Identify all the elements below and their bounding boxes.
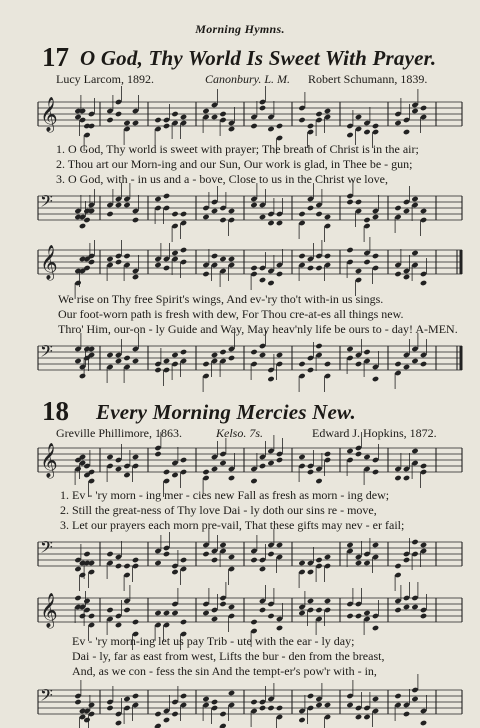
- music-staff: [38, 240, 462, 290]
- bass-clef-icon: 𝄢: [40, 537, 53, 561]
- bass-clef-icon: 𝄢: [40, 685, 53, 709]
- hymn-title: O God, Thy World Is Sweet With Prayer.: [80, 46, 437, 70]
- music-staff: [38, 680, 462, 724]
- treble-clef-icon: 𝄞: [40, 593, 58, 628]
- hymn-composer: Robert Schumann, 1839.: [308, 72, 428, 86]
- bass-clef-icon: 𝄢: [40, 191, 53, 215]
- lyric-line: And, as we con - fess the sin And the tempt-er's pow'r with - in,: [72, 664, 377, 678]
- lyric-line: Thro' Him, our-on - ly Guide and Way, May heav'nly life be ours to - day! A-MEN.: [58, 322, 458, 336]
- bass-clef-icon: 𝄢: [40, 341, 53, 365]
- treble-clef-icon: 𝄞: [40, 97, 58, 132]
- hymn-tune: Canonbury. L. M.: [205, 72, 291, 86]
- hymn-number: 17: [42, 42, 69, 72]
- music-staff: [38, 532, 462, 576]
- music-staff: [38, 186, 462, 230]
- lyric-line: 1. Ev - 'ry morn - ing mer - cies new Fall as fresh as morn - ing dew;: [60, 488, 390, 502]
- lyric-line: 2. Still the great-ness of Thy love Dai - ly doth our sins re - move,: [60, 503, 377, 517]
- lyric-line: Dai - ly, far as east from west, Lifts the bur - den from the breast,: [72, 649, 385, 663]
- lyric-line: 2. Thou art our Morn-ing and our Sun, Our work is glad, in Thee be - gun;: [56, 157, 413, 171]
- hymn-author: Lucy Larcom, 1892.: [56, 72, 154, 86]
- music-staff: [38, 92, 462, 142]
- music-staff: [38, 336, 462, 380]
- music-staff: [38, 588, 462, 638]
- lyric-line: We rise on Thy free Spirit's wings, And ev-'ry tho't with-in us sings.: [58, 292, 384, 306]
- treble-clef-icon: 𝄞: [40, 245, 58, 280]
- treble-clef-icon: 𝄞: [40, 443, 58, 478]
- lyric-line: 3. O God, with - in us and a - bove, Close to us in the Christ we love,: [56, 172, 388, 186]
- lyric-line: 1. O God, Thy world is sweet with prayer; The breath of Christ is in the air;: [56, 142, 419, 156]
- hymn-tune: Kelso. 7s.: [216, 426, 264, 440]
- hymn-title: Every Morning Mercies New.: [96, 400, 356, 424]
- lyric-line: 3. Let our prayers each morn pre-vail, That these gifts may nev - er fail;: [60, 518, 405, 532]
- running-header: Morning Hymns.: [195, 22, 285, 36]
- lyric-line: Our foot-worn path is fresh with dew, For Thou cre-at-es all things new.: [58, 307, 404, 321]
- music-staff: [38, 438, 462, 488]
- lyric-line: Ev - 'ry morn-ing let us pay Trib - ute with the ear - ly day;: [72, 634, 355, 648]
- hymn-composer: Edward J. Hopkins, 1872.: [312, 426, 437, 440]
- hymn-number: 18: [42, 396, 69, 426]
- hymn-author: Greville Phillimore, 1863.: [56, 426, 182, 440]
